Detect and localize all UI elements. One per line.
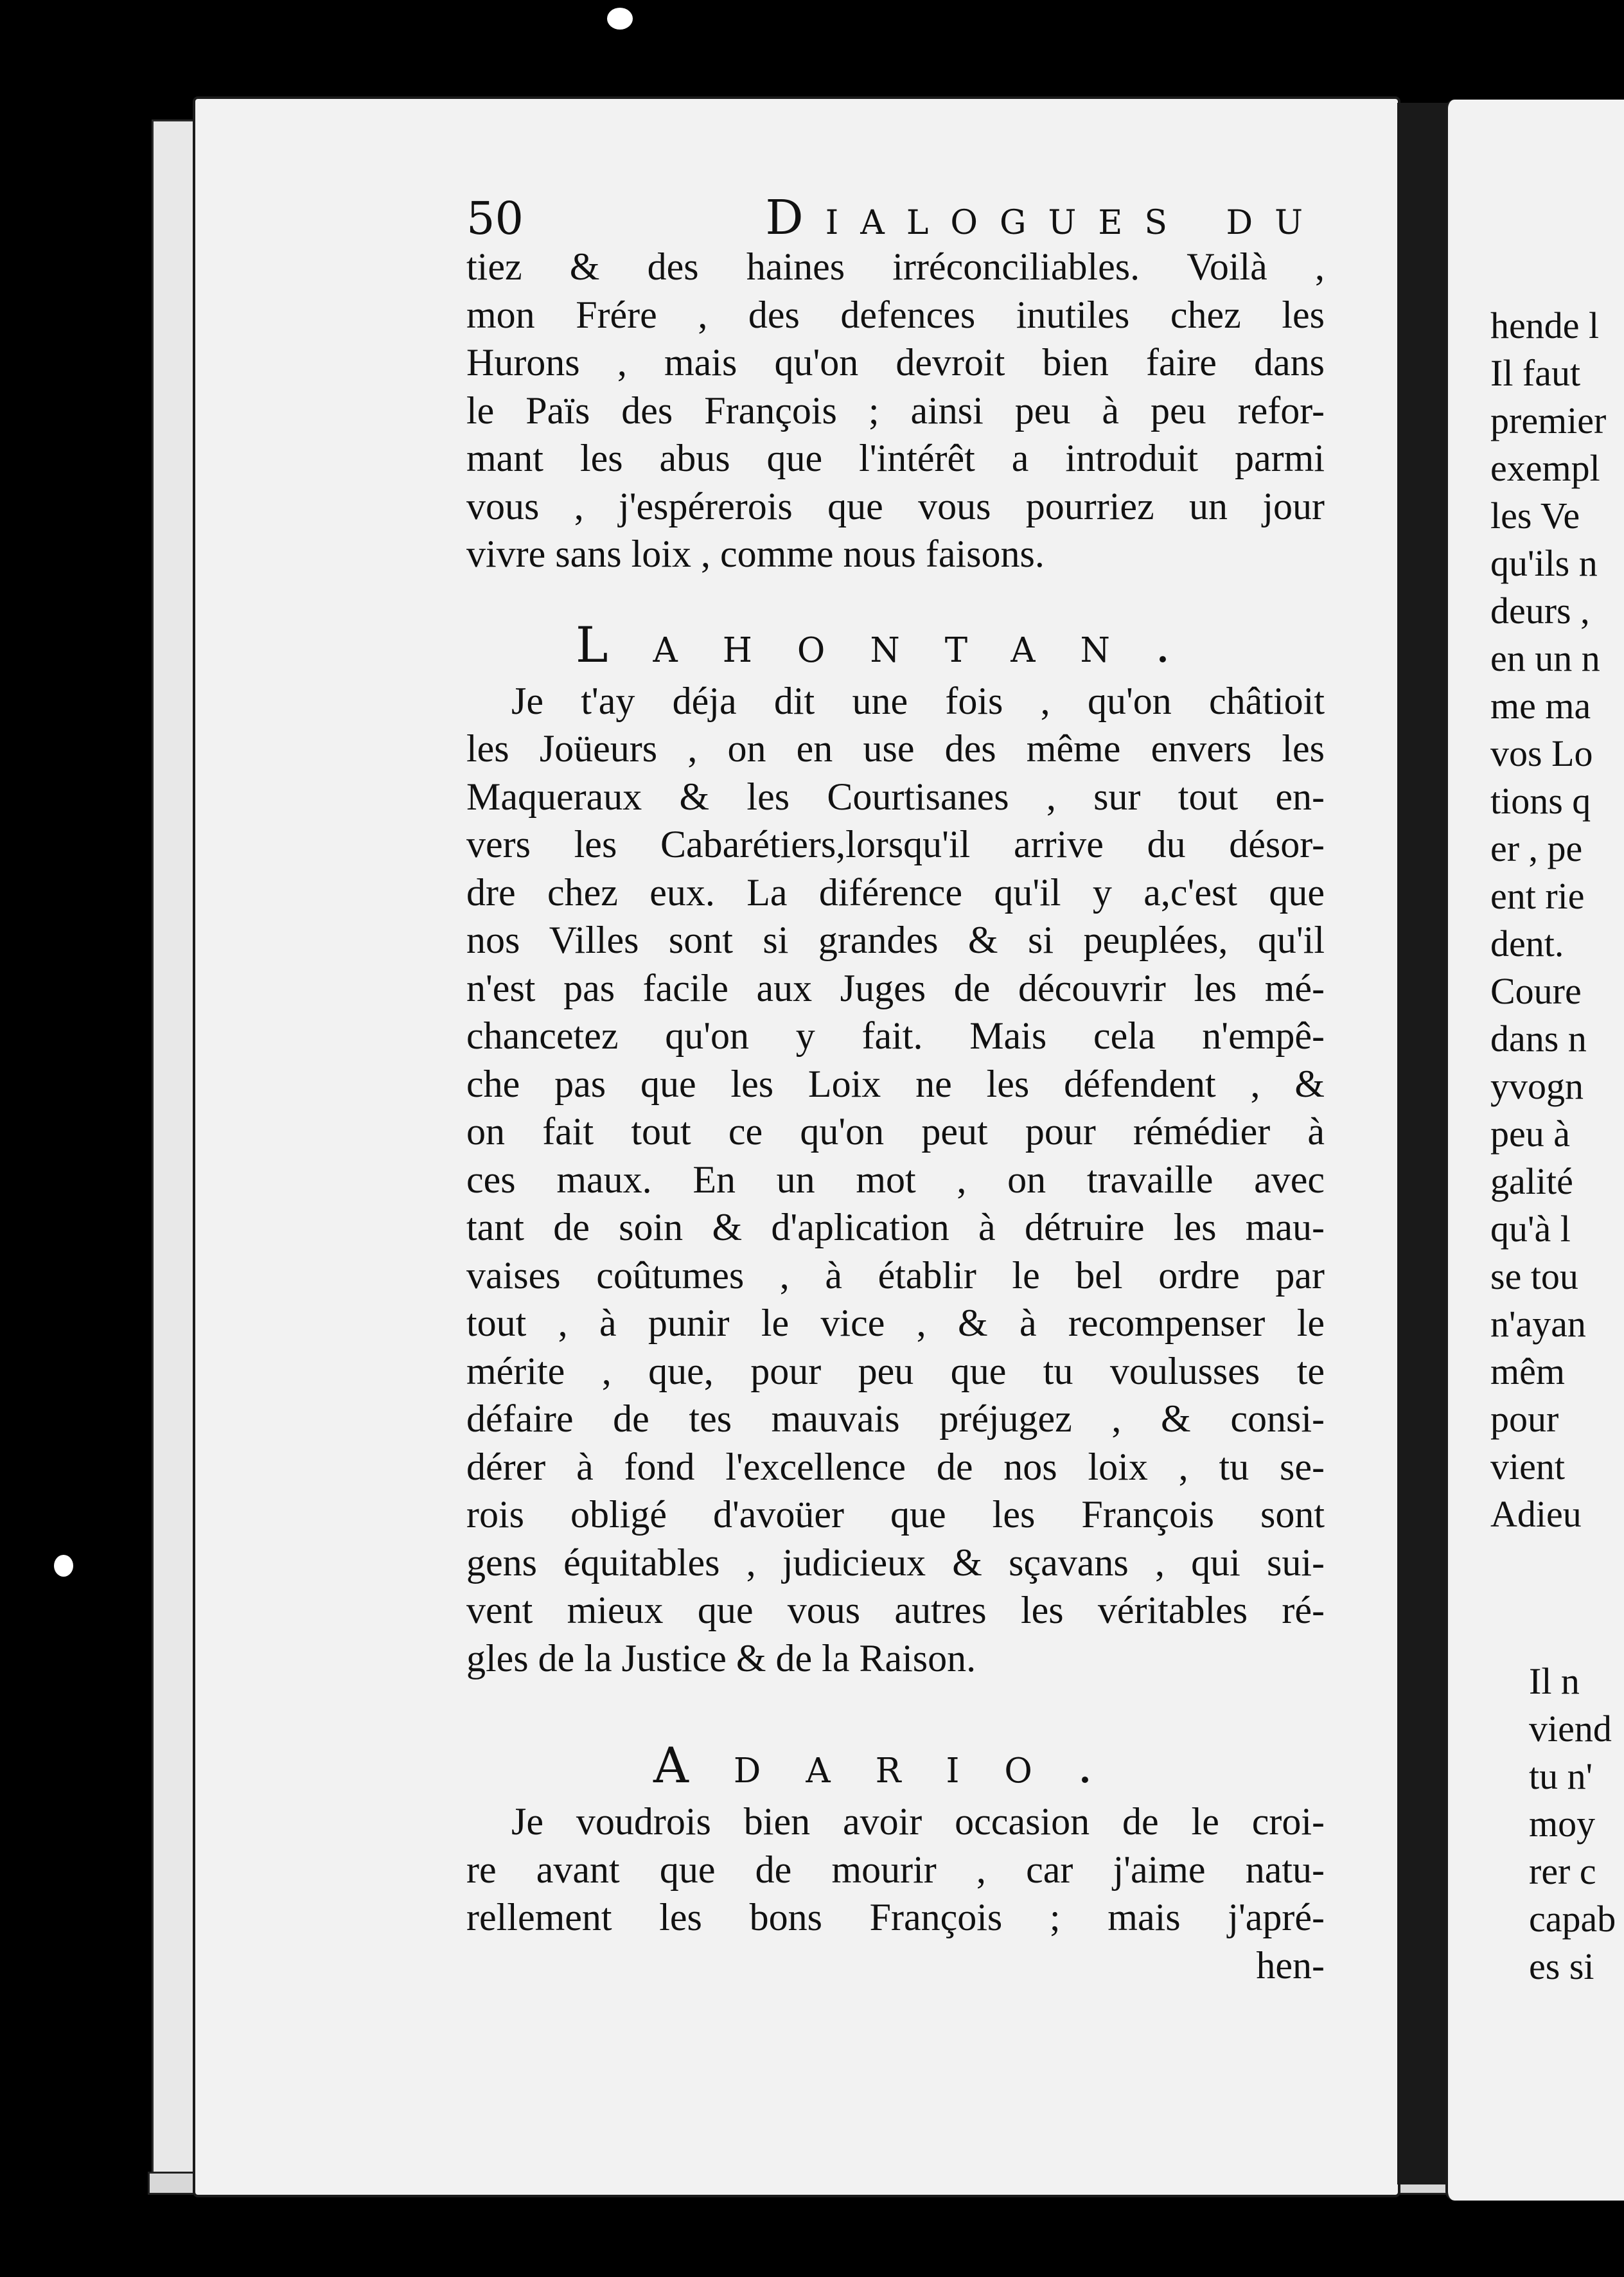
text-line: vivre sans loix , comme nous faisons. — [466, 533, 1045, 575]
text-fragment: er , pe — [1490, 828, 1583, 869]
text-line: ces maux. En un mot , on travaille avec — [466, 1158, 1325, 1201]
text-fragment: dent. — [1490, 923, 1564, 964]
text-fragment: n'ayan — [1490, 1303, 1586, 1345]
facing-page-text-lower — [1529, 1658, 1624, 1990]
facing-page-text — [1490, 302, 1624, 1538]
text-fragment: rer c — [1529, 1850, 1596, 1892]
text-fragment: exempl — [1490, 447, 1600, 489]
text-line: on fait tout ce qu'on peut pour rémédier à — [466, 1110, 1325, 1153]
text-line: gens équitables , judicieux & sçavans , qui sui- — [466, 1541, 1325, 1584]
text-fragment: premier — [1490, 400, 1607, 441]
text-fragment: Il n — [1529, 1660, 1580, 1702]
text-line: les Joüeurs , on en use des même envers les — [466, 727, 1325, 770]
text-fragment: es si — [1529, 1945, 1594, 1987]
text-line: vaises coûtumes , à établir le bel ordre par — [466, 1254, 1325, 1297]
text-fragment: ent rie — [1490, 875, 1585, 917]
text-fragment: yvogn — [1490, 1065, 1584, 1107]
text-line: n'est pas facile aux Juges de découvrir les mé- — [466, 966, 1325, 1009]
text-fragment: qu'à l — [1490, 1208, 1571, 1250]
text-fragment: les Ve — [1490, 495, 1580, 536]
text-line: dérer à fond l'excellence de nos loix , tu se- — [466, 1445, 1325, 1488]
text-line: mant les abus que l'intérêt a introduit parmi — [466, 437, 1325, 479]
text-line: chancetez qu'on y fait. Mais cela n'empê- — [466, 1014, 1325, 1057]
speaker-heading-lahontan: Lahontan. — [575, 616, 1216, 673]
text-fragment: dans n — [1490, 1018, 1587, 1059]
running-head — [466, 190, 1325, 245]
text-fragment: se tou — [1490, 1255, 1578, 1297]
text-line: Je t'ay déja dit une fois , qu'on châtioit — [511, 679, 1325, 722]
text-line: che pas que les Loix ne les défendent , & — [466, 1062, 1325, 1105]
text-line: le Païs des François ; ainsi peu à peu refor- — [466, 389, 1325, 432]
text-line: vent mieux que vous autres les véritables ré- — [466, 1589, 1325, 1631]
text-line: rellement les bons François ; mais j'apré- — [466, 1896, 1325, 1938]
dust-speck — [54, 1555, 73, 1577]
book-gutter — [1397, 103, 1449, 2184]
text-line: gles de la Justice & de la Raison. — [466, 1636, 976, 1679]
text-line: vers les Cabarétiers,lorsqu'il arrive du désor- — [466, 823, 1325, 865]
text-fragment: peu à — [1490, 1113, 1570, 1155]
speaker-heading-adario: Adario. — [653, 1737, 1138, 1794]
text-fragment: galité — [1490, 1160, 1573, 1202]
text-fragment: Adieu — [1490, 1493, 1582, 1535]
text-line: re avant que de mourir , car j'aime natu- — [466, 1848, 1325, 1891]
text-line: Maqueraux & les Courtisanes , sur tout en- — [466, 775, 1325, 818]
paragraph-3 — [466, 1798, 1325, 1942]
text-line: Hurons , mais qu'on devroit bien faire dans — [466, 341, 1325, 384]
text-fragment: moy — [1529, 1803, 1596, 1845]
text-line: tiez & des haines irréconciliables. Voilà , — [466, 245, 1325, 288]
text-line: mon Frére , des defences inutiles chez les — [466, 293, 1325, 336]
text-fragment: me ma — [1490, 685, 1591, 727]
page-text — [466, 190, 1325, 1989]
text-line: défaire de tes mauvais préjugez , & consi- — [466, 1397, 1325, 1440]
text-fragment: vient — [1490, 1446, 1565, 1487]
text-fragment: pour — [1490, 1398, 1559, 1440]
text-fragment: mêm — [1490, 1351, 1565, 1392]
text-line: dre chez eux. La diférence qu'il y a,c'est que — [466, 871, 1325, 914]
page-number: 50 — [466, 192, 524, 245]
text-line: tout , à punir le vice , & à recompenser le — [466, 1302, 1325, 1344]
text-fragment: hende l — [1490, 305, 1600, 346]
text-fragment: deurs , — [1490, 590, 1590, 632]
text-fragment: en un n — [1490, 637, 1600, 679]
text-fragment: tu n' — [1529, 1755, 1593, 1797]
catchword: hen- — [1256, 1944, 1325, 1987]
dust-speck — [607, 8, 633, 30]
spine-edge — [152, 120, 199, 2179]
text-line: tant de soin & d'aplication à détruire les mau- — [466, 1206, 1325, 1248]
text-fragment: vos Lo — [1490, 732, 1593, 774]
text-line: vous , j'espérerois que vous pourriez un jour — [466, 484, 1325, 527]
text-fragment: Coure — [1490, 970, 1582, 1012]
text-fragment: viend — [1529, 1708, 1612, 1750]
text-fragment: capab — [1529, 1898, 1616, 1940]
text-fragment: Il faut — [1490, 352, 1581, 394]
text-fragment: tions q — [1490, 780, 1591, 822]
text-line: Je voudrois bien avoir occasion de le croi- — [511, 1800, 1325, 1843]
paragraph-1 — [466, 243, 1325, 578]
text-line: rois obligé d'avoüer que les François sont — [466, 1493, 1325, 1536]
text-fragment: qu'ils n — [1490, 542, 1598, 584]
paragraph-2 — [466, 677, 1325, 1683]
text-line: mérite , que, pour peu que tu voulusses te — [466, 1349, 1325, 1392]
running-title: Dialogues du — [765, 190, 1325, 245]
text-line: nos Villes sont si grandes & si peuplées, qu'il — [466, 919, 1325, 961]
